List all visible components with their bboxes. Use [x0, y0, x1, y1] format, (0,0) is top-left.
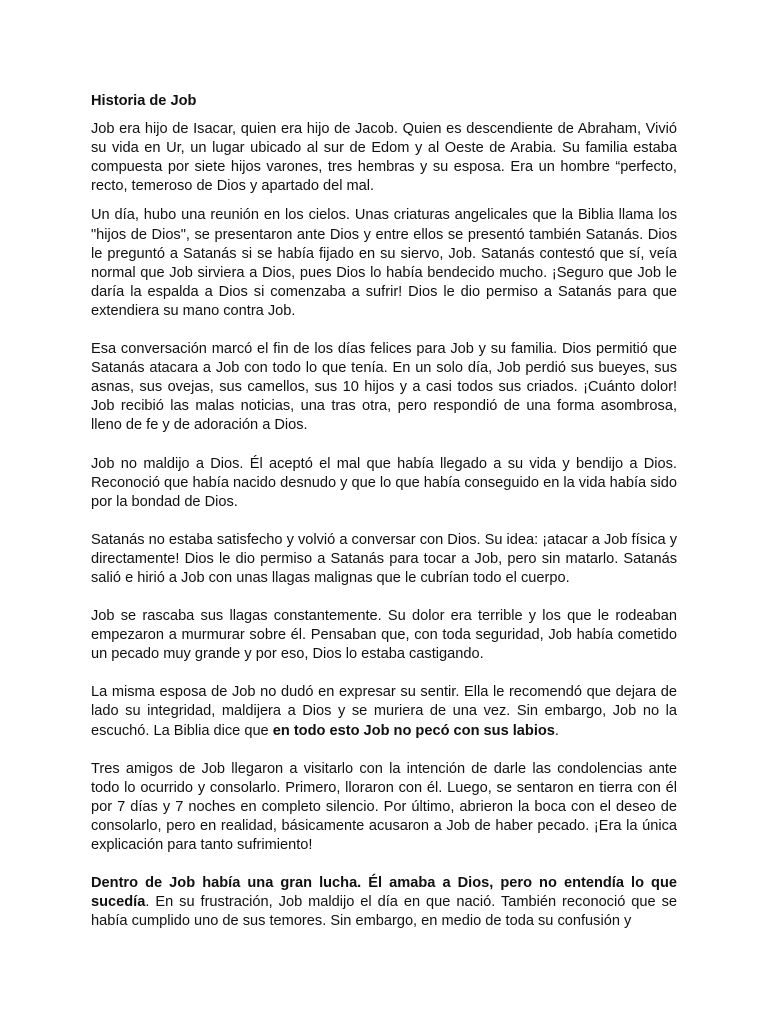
- paragraph-4: Job no maldijo a Dios. Él aceptó el mal que había llegado a su vida y bendijo a Dios. Reconoció que había nacido desnudo y que lo que había conseguido en la vida había sido por la bondad de Dios.: [91, 455, 677, 510]
- paragraph-7-text: La misma esposa de Job no dudó en expresar su sentir. Ella le recomendó que dejara de lado su integridad, maldijera a Dios y se muriera de una vez. Sin embargo, Job no la escuchó. La Biblia dice que: [91, 684, 677, 739]
- paragraph-5: Satanás no estaba satisfecho y volvió a conversar con Dios. Su idea: ¡atacar a Job física y directamente! Dios le dio permiso a Satanás para tocar a Job, pero sin matarlo. Satanás salió e hirió a Job con unas llagas malignas que le cubrían todo el cuerpo.: [91, 531, 677, 586]
- paragraph-3: Esa conversación marcó el fin de los días felices para Job y su familia. Dios permitió que Satanás atacara a Job con todo lo que tenía. En un solo día, Job perdió sus bueyes, sus asnas, sus ovejas, sus camellos, sus 10 hijos y a casi todos sus criados. ¡Cuánto dolor! Job recibió las malas noticias, una tras otra, pero respondió de una forma asombrosa, lleno de fe y de adoración a Dios.: [91, 341, 677, 434]
- paragraph-7-end: .: [554, 722, 559, 739]
- document-title: Historia de Job: [91, 93, 197, 109]
- paragraph-9: [91, 874, 677, 931]
- paragraph-9-bold-text: Dentro de Job había una gran lucha. Él amaba a Dios, pero no entendía lo que sucedía: [91, 875, 677, 911]
- paragraph-8: Tres amigos de Job llegaron a visitarlo con la intención de darle las condolencias ante todo lo ocurrido y consolarlo. Primero, lloraron con él. Luego, se sentaron en tierra con él por 7 días y 7 noches en completo silencio. Por último, abrieron la boca con el deseo de consolarlo, pero en realidad, básicamente acusaron a Job de haber pecado. ¡Era la única explicación para tanto sufrimiento!: [91, 760, 677, 853]
- paragraph-2: Un día, hubo una reunión en los cielos. Unas criaturas angelicales que la Biblia llama los "hijos de Dios", se presentaron ante Dios y entre ellos se presentó también Satanás. Dios le preguntó a Satanás si se había fijado en su siervo, Job. Satanás contestó que sí, veía normal que Job sirviera a Dios, pues Dios lo había bendecido mucho. ¡Seguro que Job le daría la espalda a Dios si comenzaba a sufrir! Dios le dio permiso a Satanás para que extendiera su mano contra Job.: [91, 207, 677, 319]
- paragraph-1: Job era hijo de Isacar, quien era hijo de Jacob. Quien es descendiente de Abraham, Vivió su vida en Ur, un lugar ubicado al sur de Edom y al Oeste de Arabia. Su familia estaba compuesta por siete hijos varones, tres hembras y su esposa. Era un hombre “perfecto, recto, temeroso de Dios y apartado del mal.: [91, 121, 677, 195]
- paragraph-7: [91, 683, 677, 740]
- paragraph-9-text: . En su frustración, Job maldijo el día en que nació. También reconoció que se había cumplido uno de sus temores. Sin embargo, en medio de toda su confusión y: [91, 894, 677, 930]
- paragraph-6: Job se rascaba sus llagas constantemente. Su dolor era terrible y los que le rodeaban empezaron a murmurar sobre él. Pensaban que, con toda seguridad, Job había cometido un pecado muy grande y por eso, Dios lo estaba castigando.: [91, 608, 677, 663]
- paragraph-7-bold-text: en todo esto Job no pecó con sus labios: [272, 722, 555, 739]
- document-page: [91, 92, 677, 931]
